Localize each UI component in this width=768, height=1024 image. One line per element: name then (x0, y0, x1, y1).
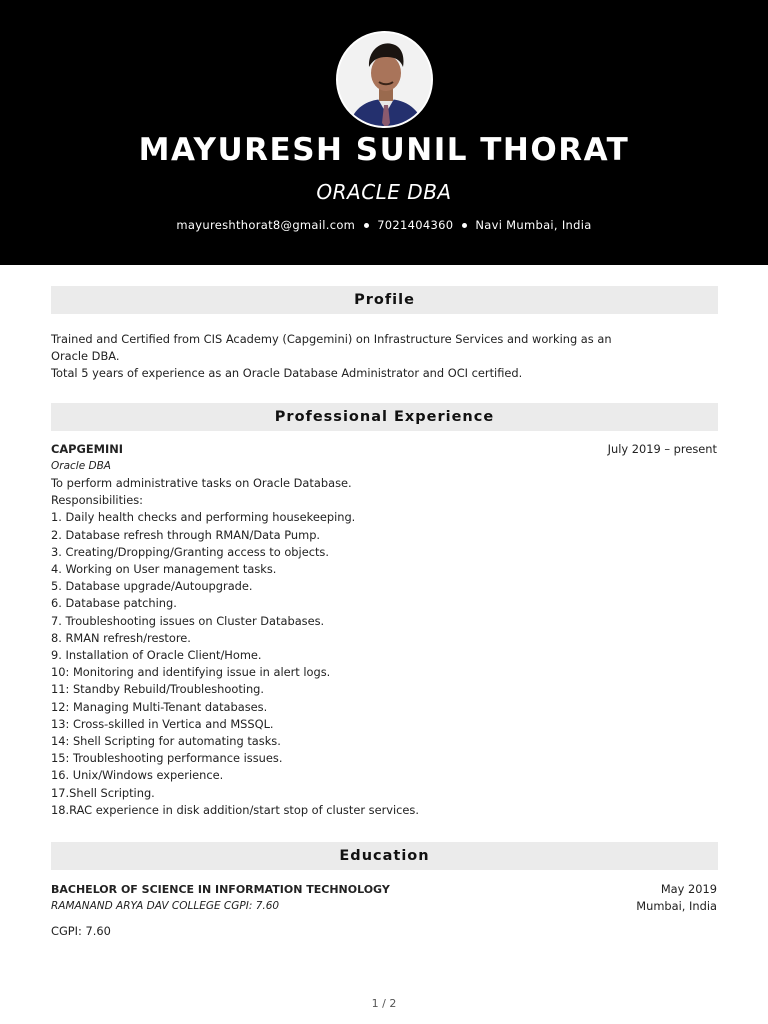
location: Navi Mumbai, India (475, 218, 592, 232)
email-link[interactable]: mayureshthorat8@gmail.com (176, 218, 356, 232)
profile-line: Trained and Certified from CIS Academy (Capgemini) on Infrastructure Services and working as an (51, 332, 612, 346)
phone-number[interactable]: 7021404360 (377, 218, 454, 232)
responsibility-item: 18.RAC experience in disk addition/start stop of cluster services. (51, 802, 419, 817)
profile-line: Oracle DBA. (51, 349, 120, 364)
profile-line: Total 5 years of experience as an Oracle Database Administrator and OCI certified. (51, 366, 523, 381)
experience-details (51, 475, 419, 819)
responsibility-item: 8. RMAN refresh/restore. (51, 630, 191, 645)
section-heading-education: Education (51, 842, 718, 870)
responsibilities-label: Responsibilities: (51, 493, 143, 508)
graduation-date: May 2019 (660, 882, 717, 896)
responsibility-item: 13: Cross-skilled in Vertica and MSSQL. (51, 716, 274, 731)
responsibility-item: 9. Installation of Oracle Client/Home. (51, 648, 262, 663)
job-title: Oracle DBA (51, 460, 111, 472)
responsibility-item: 6. Database patching. (51, 596, 177, 611)
page-number: 1 / 2 (371, 997, 397, 1010)
contact-line (0, 218, 768, 232)
college-name: RAMANAND ARYA DAV COLLEGE CGPI: 7.60 (51, 900, 280, 912)
section-heading-profile: Profile (51, 286, 718, 314)
college-location: Mumbai, India (636, 899, 717, 913)
responsibility-item: 4. Working on User management tasks. (51, 562, 277, 577)
header-banner (0, 0, 768, 265)
responsibility-item: 5. Database upgrade/Autoupgrade. (51, 579, 253, 594)
profile-photo (336, 31, 433, 128)
responsibility-item: 12: Managing Multi-Tenant databases. (51, 699, 268, 714)
bullet-icon (364, 223, 369, 228)
responsibility-item: 3. Creating/Dropping/Granting access to objects. (51, 544, 329, 559)
responsibility-item: 1. Daily health checks and performing housekeeping. (51, 510, 356, 525)
section-heading-experience: Professional Experience (51, 403, 718, 431)
responsibility-item: 14: Shell Scripting for automating tasks. (51, 734, 281, 749)
responsibility-item: 7. Troubleshooting issues on Cluster Databases. (51, 613, 325, 628)
responsibility-item: 10: Monitoring and identifying issue in alert logs. (51, 665, 331, 680)
degree-title: BACHELOR OF SCIENCE IN INFORMATION TECHNOLOGY (51, 883, 390, 896)
profile-text (51, 331, 612, 383)
responsibility-item: 15: Troubleshooting performance issues. (51, 751, 283, 766)
candidate-role: ORACLE DBA (316, 180, 452, 204)
responsibility-item: 17.Shell Scripting. (51, 785, 155, 800)
candidate-name: MAYURESH SUNIL THORAT (138, 132, 630, 168)
company-name: CAPGEMINI (51, 442, 123, 456)
responsibility-item: 11: Standby Rebuild/Troubleshooting. (51, 682, 265, 697)
responsibility-item: 2. Database refresh through RMAN/Data Pump. (51, 527, 321, 542)
employment-dates: July 2019 – present (607, 442, 717, 456)
bullet-icon (462, 223, 467, 228)
responsibility-item: 16. Unix/Windows experience. (51, 768, 224, 783)
experience-summary: To perform administrative tasks on Oracle Database. (51, 476, 352, 490)
cgpi-score: CGPI: 7.60 (51, 924, 111, 938)
person-photo-icon (338, 33, 433, 128)
